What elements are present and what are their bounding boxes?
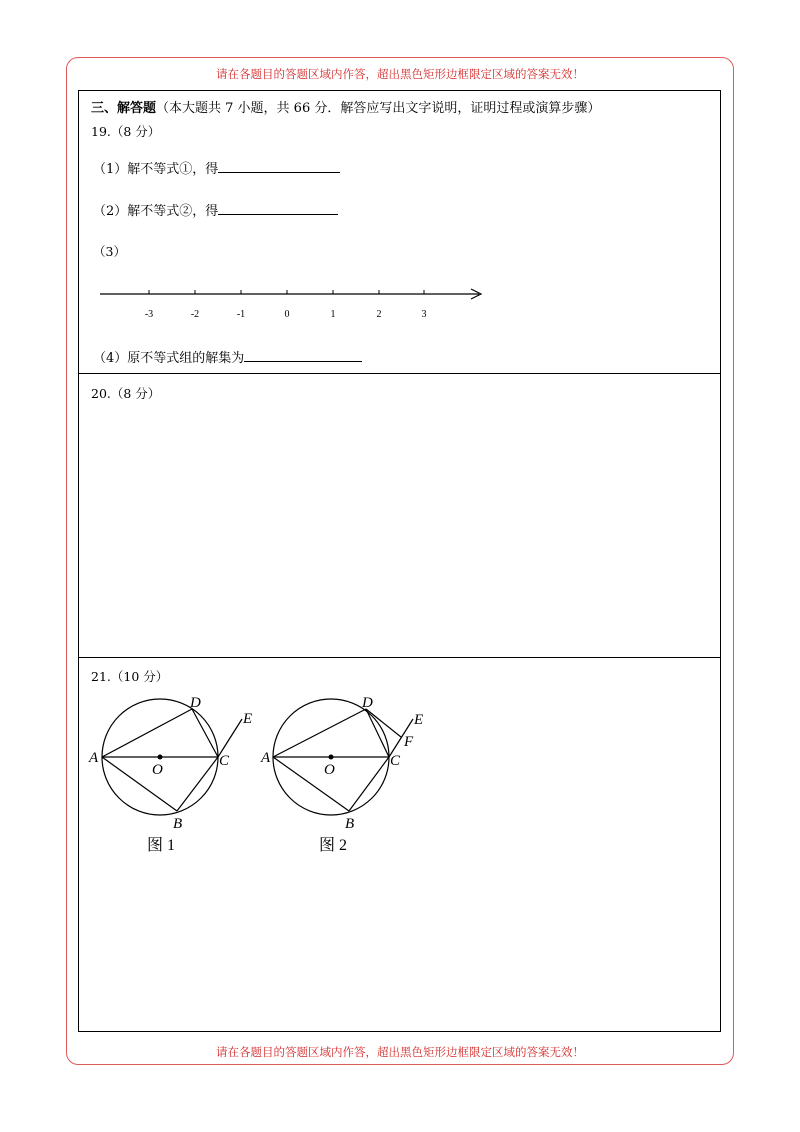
chord-ab — [102, 757, 177, 811]
chord-ab — [273, 757, 349, 811]
q19-part4 — [93, 347, 362, 366]
center-point-o — [158, 755, 163, 760]
label-a: A — [89, 750, 99, 766]
figure-2-caption: 图 2 — [319, 837, 348, 854]
q21-answer-box[interactable] — [78, 657, 721, 1032]
q20-number: 20.（8 分） — [91, 386, 161, 401]
label-c: C — [219, 753, 230, 769]
label-e: E — [243, 711, 253, 727]
chord-dc — [192, 709, 218, 757]
q21-figures — [79, 658, 479, 878]
figure-1-caption: 图 1 — [147, 837, 176, 854]
label-o: O — [152, 762, 163, 778]
bottom-warning: 请在各题目的答题区域内作答，超出黑色矩形边框限定区域的答案无效！ — [216, 1045, 584, 1059]
section-heading-instructions: （本大题共 7 小题，共 66 分．解答应写出文字说明，证明过程或演算步骤） — [156, 101, 601, 116]
chord-dc — [366, 709, 389, 757]
q21-number: 21.（10 分） — [91, 669, 169, 684]
label-b: B — [173, 816, 183, 832]
label-o: O — [324, 762, 335, 778]
chord-ad — [273, 709, 366, 757]
q20-answer-box[interactable] — [78, 373, 721, 658]
label-c: C — [390, 753, 401, 769]
tick-label: 2 — [376, 309, 382, 320]
number-line — [79, 91, 719, 375]
label-e: E — [414, 712, 424, 728]
top-warning: 请在各题目的答题区域内作答，超出黑色矩形边框限定区域的答案无效！ — [216, 67, 584, 81]
label-b: B — [345, 816, 355, 832]
tick-label: 0 — [284, 309, 290, 320]
line-ce — [218, 719, 242, 757]
q19-part4-blank[interactable] — [244, 349, 362, 362]
tick-label: -1 — [236, 309, 246, 320]
tick-label: -3 — [144, 309, 154, 320]
q19-part1-label: （1）解不等式①，得 — [93, 162, 219, 177]
label-d: D — [362, 695, 373, 711]
section-heading-bold: 三、解答题 — [91, 101, 157, 116]
label-f: F — [404, 734, 414, 750]
tick-label: -2 — [190, 309, 200, 320]
q19-part3: （3） — [93, 244, 126, 259]
chord-ad — [102, 709, 192, 757]
q19-number: 19.（8 分） — [91, 124, 161, 139]
q19-answer-box[interactable] — [78, 90, 721, 374]
q19-part2-label: （2）解不等式②，得 — [93, 204, 219, 219]
tick-label: 1 — [330, 309, 336, 320]
q19-part4-label: （4）原不等式组的解集为 — [93, 351, 245, 366]
tick-label: 3 — [421, 309, 427, 320]
label-a: A — [261, 750, 271, 766]
label-d: D — [190, 695, 201, 711]
center-point-o — [329, 755, 334, 760]
